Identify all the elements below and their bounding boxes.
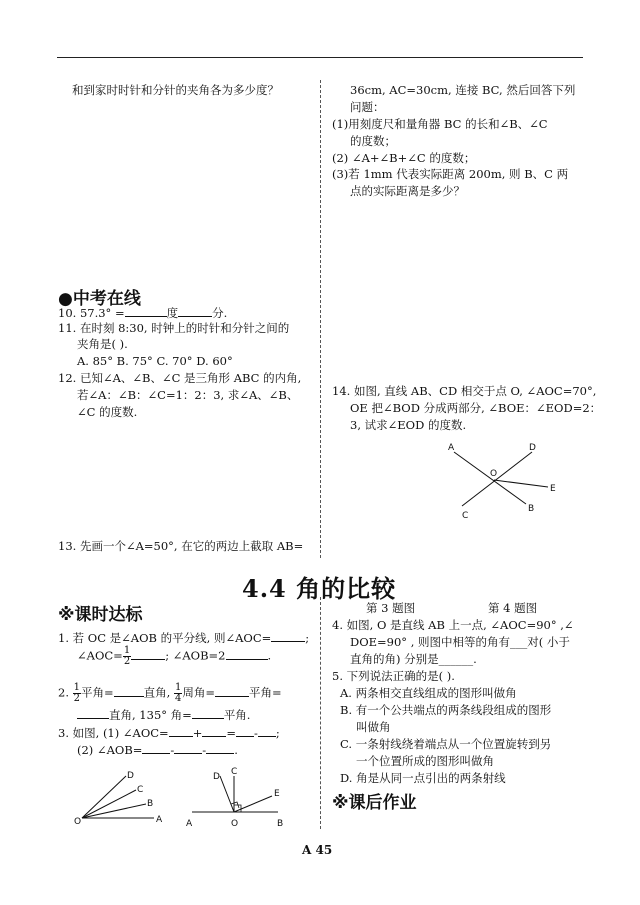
ray-od bbox=[82, 776, 126, 818]
fig4-label-b: B bbox=[277, 819, 284, 829]
q4-line1: 4. 如图, O 是直线 AB 上一点, ∠AOC=90° ,∠ bbox=[332, 618, 574, 632]
q5-stem: 5. 下列说法正确的是( ). bbox=[332, 669, 455, 683]
q3-blank-5[interactable] bbox=[142, 741, 170, 754]
q3-line2: (2) ∠AOB= - - . bbox=[77, 743, 238, 757]
q2-blank-4[interactable] bbox=[192, 706, 224, 719]
q5-option-b-line1[interactable]: B. 有一个公共端点的两条线段组成的图形 bbox=[340, 703, 552, 717]
fig4-label-a: A bbox=[186, 819, 193, 829]
q2-blank-3[interactable] bbox=[77, 706, 109, 719]
q14-line1: 14. 如图, 直线 AB、CD 相交于点 O, ∠AOC=70°, bbox=[332, 384, 597, 398]
ray-od-fig4 bbox=[220, 776, 234, 812]
q5-option-d[interactable]: D. 角是从同一点引出的两条射线 bbox=[340, 771, 506, 785]
header-rule bbox=[57, 57, 583, 58]
column-divider-bottom bbox=[320, 597, 321, 829]
fraction-one-half-b: $\frac{1}{2}$ bbox=[73, 682, 81, 704]
label-d: D bbox=[529, 443, 536, 453]
q4-figure bbox=[180, 766, 300, 832]
q12-line3: ∠C 的度数. bbox=[77, 405, 138, 419]
q1-line2: ∠AOC= $\frac{1}{2}$ ; ∠AOB=2 . bbox=[77, 645, 272, 667]
label-o: O bbox=[490, 469, 498, 479]
q1-text: 1. 若 OC 是∠AOB 的平分线, 则∠AOC= bbox=[58, 631, 272, 645]
prev-question-tail: 和到家时时针和分针的夹角各为多少度？ bbox=[72, 83, 279, 97]
fraction-one-half: $\frac{1}{2}$ bbox=[123, 645, 131, 667]
q5-option-c-line1[interactable]: C. 一条射线绕着端点从一个位置旋转到另 bbox=[340, 737, 552, 751]
q1-blank-3[interactable] bbox=[226, 647, 268, 660]
column-divider-top bbox=[320, 80, 321, 558]
q10-degree-label: 度 bbox=[166, 306, 179, 320]
rt-line4: 的度数； bbox=[350, 134, 396, 148]
rt-line6: (3)若 1mm 代表实际距离 200m, 则 B、C 两 bbox=[332, 167, 569, 181]
rt-line3: (1)用刻度尺和量角器 BC 的长和∠B、∠C bbox=[332, 117, 548, 131]
ray-oe-fig4 bbox=[234, 796, 272, 812]
rt-line7: 点的实际距离是多少？ bbox=[350, 184, 465, 198]
rt-line5: (2) ∠A+∠B+∠C 的度数； bbox=[332, 151, 476, 165]
q10-minute-label: 分. bbox=[212, 306, 228, 320]
ray-oc bbox=[82, 790, 136, 818]
zhongkao-heading: ●中考在线 bbox=[58, 289, 141, 309]
q2-blank-1[interactable] bbox=[114, 684, 144, 697]
q3-blank-4[interactable] bbox=[258, 724, 276, 737]
q3-line1: 3. 如图, (1) ∠AOC= + = - ; bbox=[58, 726, 280, 740]
q4-line2: DOE=90° , 则图中相等的角有___对( 小于 bbox=[350, 635, 570, 649]
q12-line2: 若∠A：∠B：∠C=1：2：3, 求∠A、∠B、 bbox=[77, 388, 299, 402]
homework-heading: ※课后作业 bbox=[332, 793, 417, 813]
caption-fig3: 第 3 题图 bbox=[366, 601, 416, 615]
fig3-label-a: A bbox=[156, 815, 163, 825]
fig3-label-b: B bbox=[147, 799, 154, 809]
label-e: E bbox=[550, 484, 556, 494]
fig4-label-c: C bbox=[231, 767, 238, 777]
q5-option-c-line2: 一个位置所成的图形叫做角 bbox=[356, 754, 494, 768]
label-c: C bbox=[462, 511, 469, 521]
keshi-heading: ※课时达标 bbox=[58, 605, 143, 625]
rt-line1: 36cm, AC=30cm, 连接 BC, 然后回答下列 bbox=[350, 83, 576, 97]
fraction-one-quarter: $\frac{1}{4}$ bbox=[174, 682, 182, 704]
q4-line3: 直角的角) 分别是______. bbox=[350, 652, 477, 666]
q2-line1: 2. $\frac{1}{2}$ 平角= 直角, $\frac{1}{4}$ 周角= 平角= bbox=[58, 682, 282, 704]
fig3-label-c: C bbox=[137, 785, 144, 795]
line-cd bbox=[462, 452, 532, 506]
q2-line2: 直角, 135° 角= 平角. bbox=[77, 706, 250, 724]
q11-line1: 11. 在时刻 8:30, 时钟上的时针和分针之间的 bbox=[58, 321, 290, 335]
rt-line2: 问题： bbox=[350, 100, 385, 114]
page-number: A 45 bbox=[302, 843, 333, 857]
q14-line2: OE 把∠BOD 分成两部分, ∠BOE：∠EOD=2： bbox=[350, 401, 602, 415]
q11-line2: 夹角是( ). bbox=[77, 337, 128, 351]
q13: 13. 先画一个∠A=50°, 在它的两边上截取 AB= bbox=[58, 539, 304, 553]
fig4-label-d: D bbox=[213, 772, 220, 782]
ray-oe bbox=[494, 480, 548, 487]
fig4-label-o: O bbox=[231, 819, 239, 829]
label-a: A bbox=[448, 443, 455, 453]
q12-line1: 12. 已知∠A、∠B、∠C 是三角形 ABC 的内角, bbox=[58, 371, 302, 385]
q1-blank-2[interactable] bbox=[131, 647, 165, 660]
q3-blank-7[interactable] bbox=[206, 741, 234, 754]
q5-option-a[interactable]: A. 两条相交直线组成的图形叫做角 bbox=[340, 686, 517, 700]
q3-blank-2[interactable] bbox=[202, 724, 226, 737]
q3-blank-6[interactable] bbox=[174, 741, 202, 754]
q14-line3: 3, 试求∠EOD 的度数. bbox=[350, 418, 467, 432]
fig4-label-e: E bbox=[274, 789, 280, 799]
section-title: 4.4 角的比较 bbox=[242, 574, 397, 603]
label-b: B bbox=[528, 504, 535, 514]
fig3-label-o: O bbox=[74, 817, 82, 827]
q3-blank-1[interactable] bbox=[169, 724, 193, 737]
q11-options: A. 85° B. 75° C. 70° D. 60° bbox=[77, 354, 233, 368]
q1-blank-1[interactable] bbox=[271, 629, 305, 642]
q5-option-b-line2: 叫做角 bbox=[356, 720, 391, 734]
q10-blank-minute[interactable] bbox=[178, 304, 212, 317]
caption-fig4: 第 4 题图 bbox=[488, 601, 538, 615]
fig3-label-d: D bbox=[127, 771, 134, 781]
q10-blank-degree[interactable] bbox=[125, 304, 167, 317]
q3-blank-3[interactable] bbox=[236, 724, 254, 737]
q3-figure bbox=[66, 770, 176, 828]
q1-line1: 1. 若 OC 是∠AOB 的平分线, 则∠AOC= ; bbox=[58, 631, 310, 645]
ray-ob bbox=[82, 804, 146, 818]
q14-figure bbox=[440, 440, 570, 525]
q10-prefix: 10. 57.3° = bbox=[58, 306, 125, 320]
q2-blank-2[interactable] bbox=[215, 684, 249, 697]
